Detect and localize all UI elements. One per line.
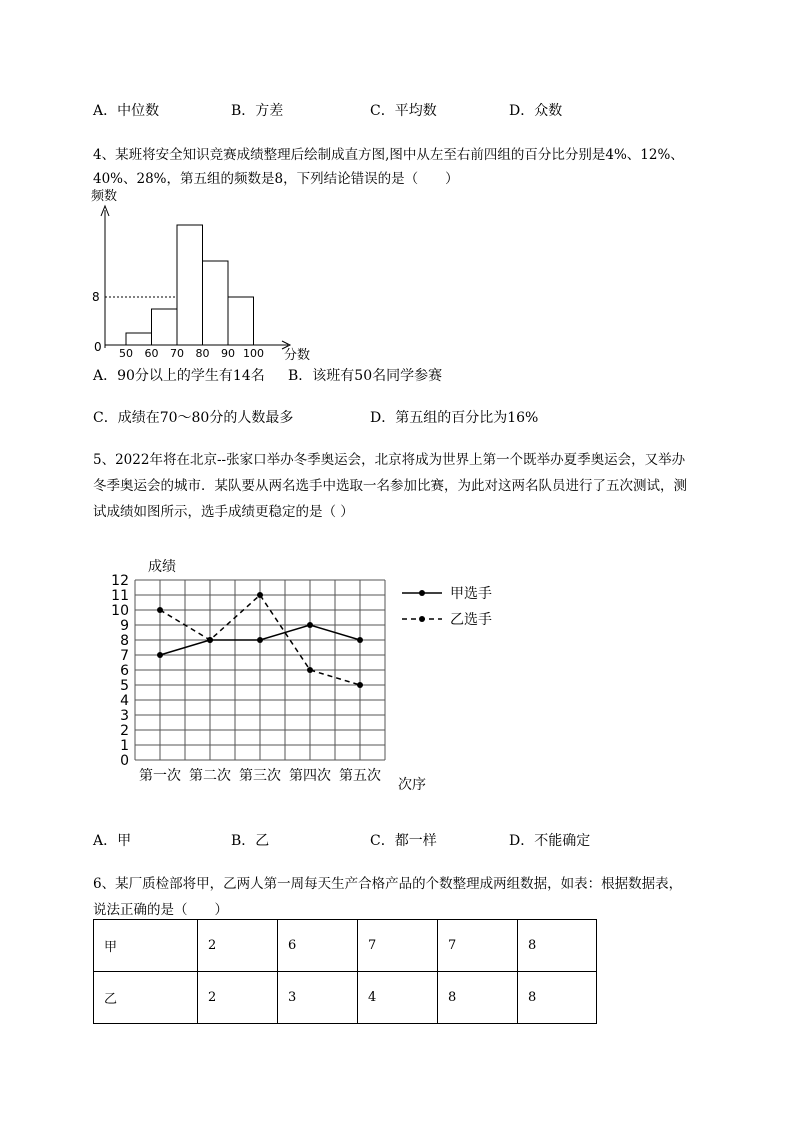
q4-option-b: B．该班有50名同学参赛 (288, 368, 443, 384)
q5-option-d: D．不能确定 (509, 833, 591, 849)
line-chart-y-tick: 5 (120, 678, 129, 694)
q3-option-d: D．众数 (509, 103, 563, 119)
q5-stem-line-3: 试成绩如图所示，选手成绩更稳定的是（ ） (93, 504, 354, 520)
q4-stem-line-2: 40%、28%，第五组的频数是8，下列结论错误的是（ ） (93, 171, 459, 187)
histogram-bar (152, 309, 178, 345)
table-cell: 7 (438, 920, 518, 972)
q3-option-c: C．平均数 (370, 103, 437, 119)
table-row (94, 972, 597, 1024)
q4-stem-line-1: 4、某班将安全知识竞赛成绩整理后绘制成直方图,图中从左至右前四组的百分比分别是4%、12%、 (93, 147, 684, 163)
table-cell: 4 (358, 972, 438, 1024)
legend-marker (419, 616, 425, 622)
table-cell: 7 (358, 920, 438, 972)
q5-stem-line-2: 冬季奥运会的城市．某队要从两名选手中选取一名参加比赛，为此对这两名队员进行了五次测试，测 (93, 478, 687, 494)
q5-option-b: B．乙 (231, 833, 270, 849)
histogram-x-tick: 80 (195, 347, 210, 360)
line-chart-x-tick: 第四次 (289, 768, 331, 784)
line-chart-y-tick: 4 (120, 693, 129, 709)
table-cell: 6 (278, 920, 358, 972)
data-point (357, 637, 363, 643)
histogram (88, 186, 328, 366)
table-cell: 2 (198, 972, 278, 1024)
q5-stem-line-1: 5、2022年将在北京--张家口举办冬季奥运会，北京将成为世界上第一个既举办夏季奥运会，又举办 (93, 452, 686, 468)
histogram-x-tick: 90 (221, 347, 235, 360)
data-point (357, 682, 363, 688)
q5-option-a: A．甲 (93, 833, 132, 849)
line-chart-y-tick: 6 (120, 663, 129, 679)
table-cell: 3 (278, 972, 358, 1024)
data-point (157, 652, 163, 658)
line-chart-x-label: 次序 (398, 777, 426, 793)
line-chart-y-tick: 0 (120, 753, 129, 769)
q4-option-d: D．第五组的百分比为16% (370, 410, 539, 426)
line-chart-x-tick: 第五次 (339, 768, 381, 784)
table-cell: 8 (518, 972, 597, 1024)
table-row (94, 920, 597, 972)
legend-marker (419, 590, 425, 596)
q6-stem-line-1: 6、某厂质检部将甲，乙两人第一周每天生产合格产品的个数整理成两组数据，如表：根据数据表， (93, 876, 683, 892)
line-chart-y-tick: 2 (120, 723, 129, 739)
q3-option-b: B．方差 (231, 103, 284, 119)
data-point (307, 667, 313, 673)
q4-option-c: C．成绩在70～80分的人数最多 (93, 410, 294, 426)
line-chart-y-tick: 12 (111, 573, 129, 589)
line-chart-x-tick: 第一次 (139, 768, 181, 784)
line-chart-y-tick: 11 (111, 588, 129, 604)
legend-label: 乙选手 (450, 612, 492, 628)
q6-stem-line-2: 说法正确的是（ ） (93, 902, 228, 918)
line-chart-y-tick: 7 (120, 648, 129, 664)
histogram-x-tick: 60 (144, 347, 159, 360)
table-cell: 8 (438, 972, 518, 1024)
histogram-x-label: 分数 (284, 348, 311, 363)
line-chart-x-tick: 第二次 (189, 768, 231, 784)
histogram-y-tick-8: 8 (92, 290, 100, 304)
data-point (307, 622, 313, 628)
histogram-x-tick: 50 (119, 347, 133, 360)
table-cell: 甲 (94, 920, 198, 972)
histogram-bar (177, 225, 203, 345)
q4-option-a: A．90分以上的学生有14名 (93, 368, 265, 384)
histogram-bar (203, 261, 229, 345)
histogram-y-tick-0: 0 (94, 340, 102, 354)
table-cell: 2 (198, 920, 278, 972)
line-chart-x-tick: 第三次 (239, 768, 281, 784)
histogram-x-tick: 70 (170, 347, 184, 360)
q3-option-a: A．中位数 (93, 103, 160, 119)
data-point (257, 592, 263, 598)
histogram-y-label: 频数 (91, 189, 118, 204)
data-point (207, 637, 213, 643)
data-point (257, 637, 263, 643)
histogram-bar (228, 297, 254, 345)
q5-option-c: C．都一样 (370, 833, 437, 849)
q6-data-table (93, 919, 597, 1024)
table-cell: 8 (518, 920, 597, 972)
histogram-bar (126, 333, 152, 345)
line-chart-y-tick: 3 (120, 708, 129, 724)
table-cell: 乙 (94, 972, 198, 1024)
line-chart-y-tick: 9 (120, 618, 129, 634)
line-chart-y-label: 成绩 (148, 559, 176, 575)
line-chart-y-tick: 10 (111, 603, 129, 619)
line-chart-y-tick: 1 (120, 738, 129, 754)
line-chart-y-tick: 8 (120, 633, 129, 649)
legend-label: 甲选手 (450, 586, 492, 602)
histogram-x-tick: 100 (243, 347, 264, 360)
data-point (157, 607, 163, 613)
line-chart (110, 548, 510, 798)
